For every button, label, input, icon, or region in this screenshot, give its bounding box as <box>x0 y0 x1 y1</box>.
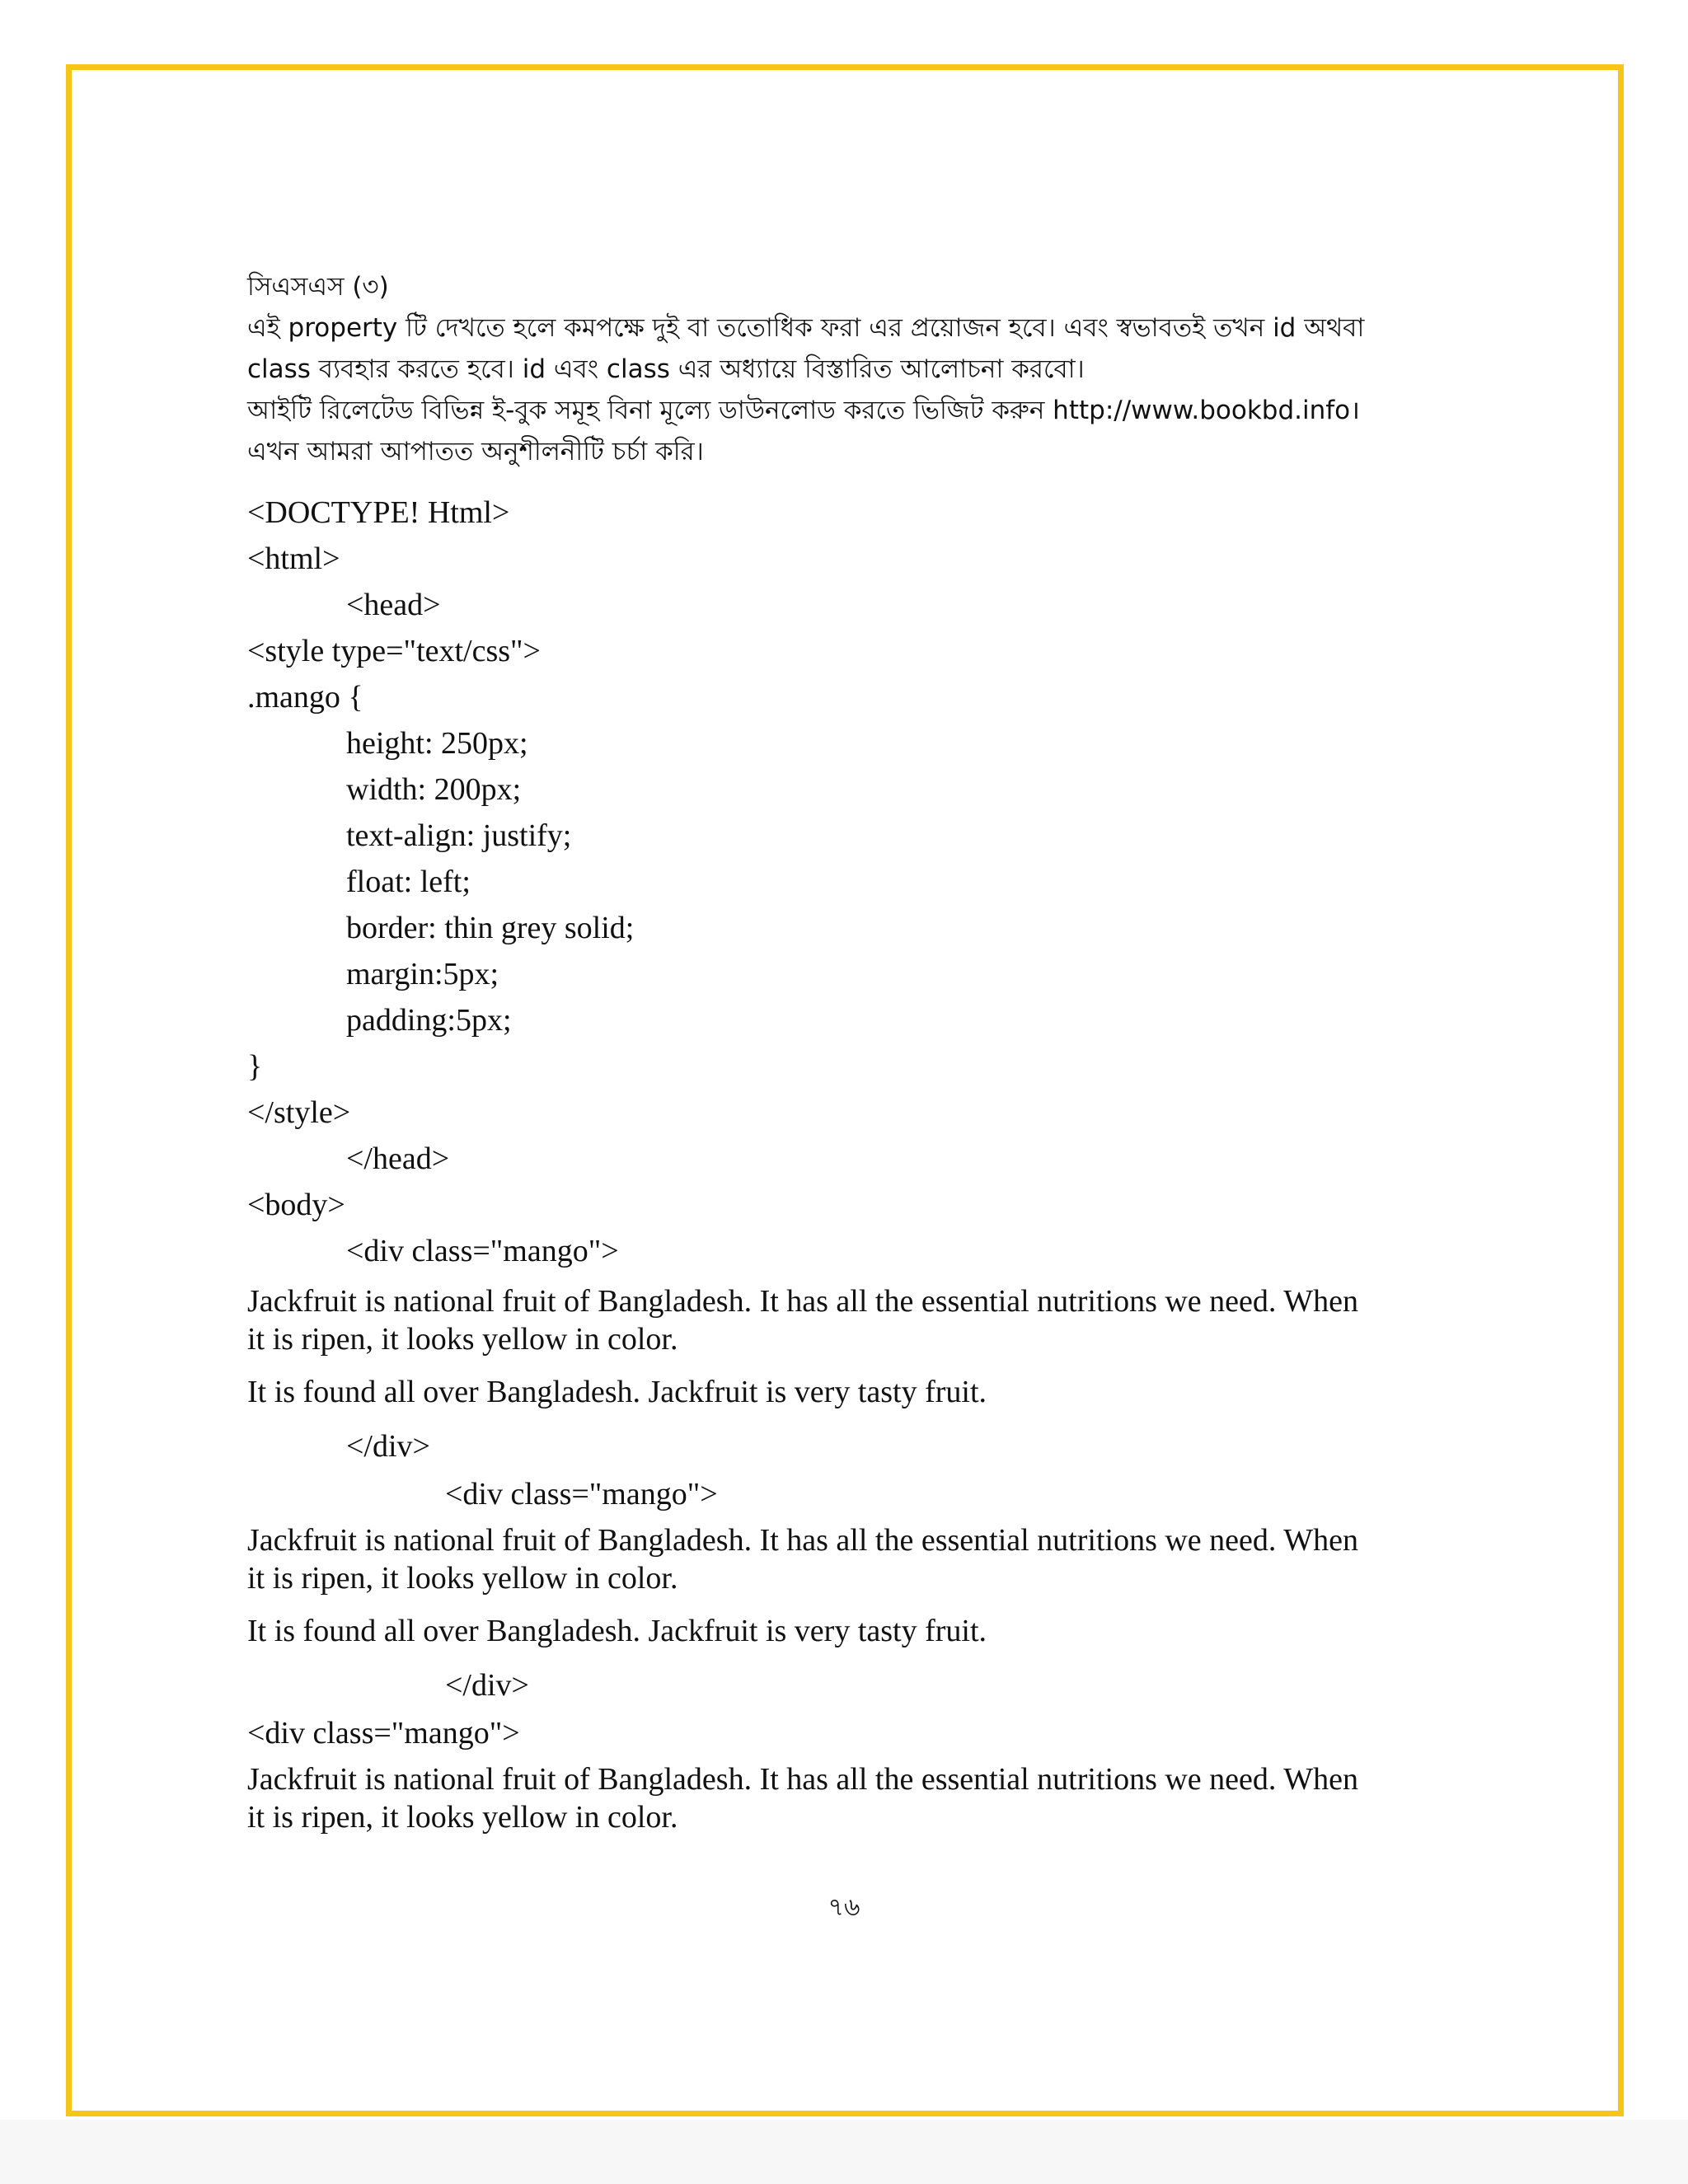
code-line: <style type="text/css"> <box>247 634 541 668</box>
code-line: <head> <box>346 588 441 622</box>
code-line: border: thin grey solid; <box>346 911 635 945</box>
page-bottom-strip <box>0 2120 1688 2184</box>
code-line: <DOCTYPE! Html> <box>247 495 510 530</box>
div-content-line: it is ripen, it looks yellow in color. <box>247 1322 678 1357</box>
code-line: float: left; <box>346 865 471 899</box>
intro-paragraph-line-2: class ব্যবহার করতে হবে। id এবং class এর অধ্যায়ে বিস্তারিত আলোচনা করবো। <box>247 354 1085 384</box>
code-line: margin:5px; <box>346 957 499 991</box>
code-line: <div class="mango"> <box>247 1716 520 1750</box>
code-line: } <box>247 1049 263 1084</box>
code-line: height: 250px; <box>346 726 528 761</box>
div-content-line: It is found all over Bangladesh. Jackfruit is very tasty fruit. <box>247 1375 987 1409</box>
code-line: width: 200px; <box>346 772 522 807</box>
code-line: </div> <box>346 1429 430 1464</box>
code-line: <div class="mango"> <box>445 1477 718 1511</box>
code-line: <body> <box>247 1188 345 1222</box>
download-note: আইটি রিলেটেড বিভিন্ন ই-বুক সমূহ বিনা মূল্যে ডাউনলোড করতে ভিজিট করুন http://www.bookbd.info। <box>247 396 1360 425</box>
code-line: <div class="mango"> <box>346 1234 619 1268</box>
page-number: ৭৬ <box>828 1893 860 1922</box>
intro-paragraph-line-1: এই property টি দেখতে হলে কমপক্ষে দুই বা ততোধিক ফরা এর প্রয়োজন হবে। এবং স্বভাবতই তখন id অথবা <box>247 313 1365 343</box>
section-heading: সিএসএস (৩) <box>247 272 389 302</box>
div-content-line: It is found all over Bangladesh. Jackfruit is very tasty fruit. <box>247 1614 987 1648</box>
code-line: </div> <box>445 1668 529 1703</box>
code-line: padding:5px; <box>346 1003 512 1038</box>
code-line: <html> <box>247 541 340 576</box>
div-content-line: it is ripen, it looks yellow in color. <box>247 1800 678 1835</box>
div-content-line: Jackfruit is national fruit of Bangladesh. It has all the essential nutritions we need. When <box>247 1523 1358 1558</box>
practice-note: এখন আমরা আপাতত অনুশীলনীটি চর্চা করি। <box>247 437 704 466</box>
div-content-line: it is ripen, it looks yellow in color. <box>247 1561 678 1596</box>
code-line: </style> <box>247 1095 351 1130</box>
code-line: .mango { <box>247 680 363 715</box>
code-line: </head> <box>346 1141 450 1176</box>
div-content-line: Jackfruit is national fruit of Bangladesh. It has all the essential nutritions we need. When <box>247 1762 1358 1797</box>
code-line: text-align: justify; <box>346 818 572 853</box>
div-content-line: Jackfruit is national fruit of Bangladesh. It has all the essential nutritions we need. When <box>247 1284 1358 1319</box>
